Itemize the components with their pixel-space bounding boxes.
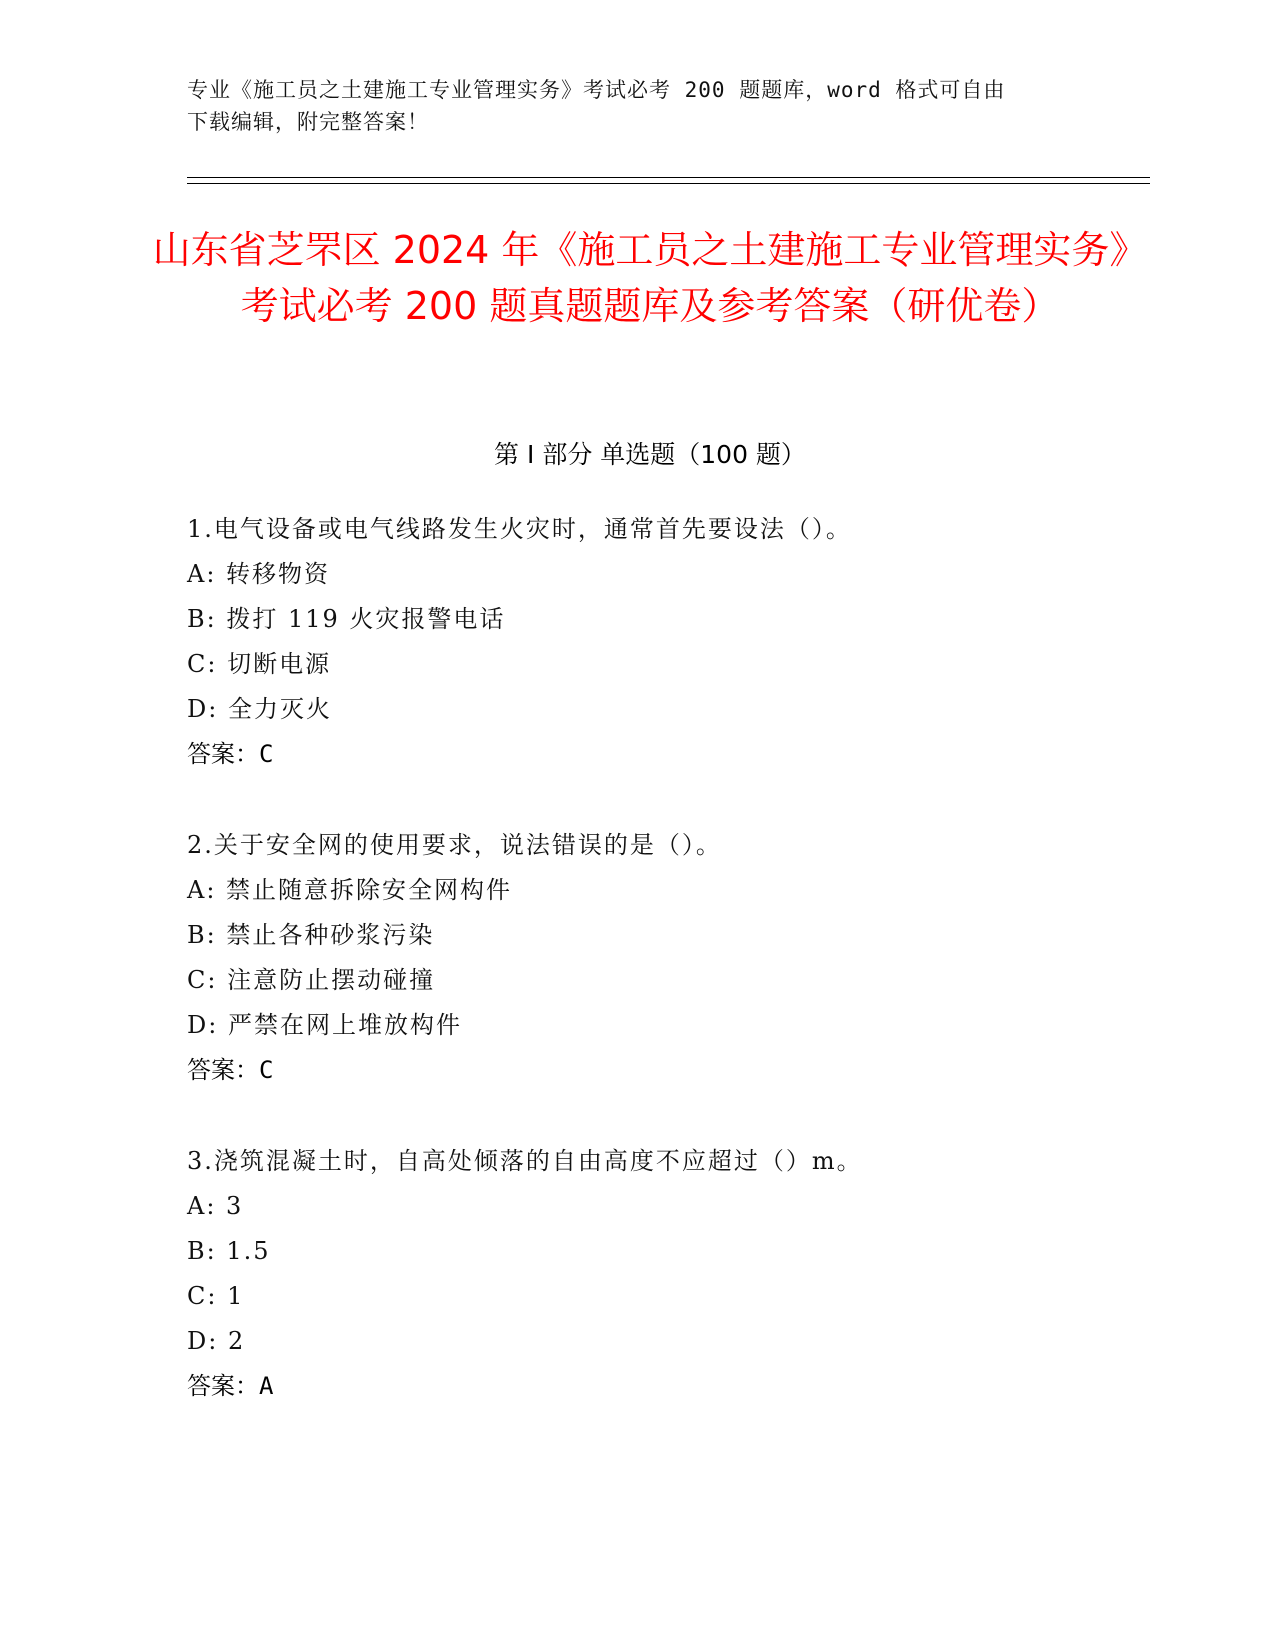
- header-note: [187, 74, 1067, 138]
- option-a: A: 3: [187, 1192, 244, 1220]
- question-stem: 3.浇筑混凝土时，自高处倾落的自由高度不应超过（）m。: [187, 1147, 863, 1175]
- option-b: B: 1.5: [187, 1237, 271, 1265]
- question-stem: 2.关于安全网的使用要求，说法错误的是（）。: [187, 831, 722, 859]
- header-note-line-1: 专业《施工员之土建施工专业管理实务》考试必考 200 题题库，word 格式可自由: [187, 78, 1006, 102]
- header-divider-top: [187, 177, 1150, 178]
- option-a: A: 转移物资: [187, 560, 331, 588]
- header-note-line-2: 下载编辑，附完整答案！: [187, 110, 429, 134]
- answer-label: 答案：: [187, 740, 259, 768]
- question-3: [187, 1139, 1087, 1409]
- answer-label: 答案：: [187, 1056, 259, 1084]
- question-stem: 1.电气设备或电气线路发生火灾时，通常首先要设法（）。: [187, 515, 852, 543]
- section-heading: 第 I 部分 单选题（100 题）: [494, 440, 806, 469]
- option-d: D: 全力灭火: [187, 695, 332, 723]
- header-divider-bottom: [187, 183, 1150, 184]
- option-b: B: 拨打 119 火灾报警电话: [187, 605, 506, 633]
- option-d: D: 2: [187, 1327, 246, 1355]
- option-b: B: 禁止各种砂浆污染: [187, 921, 435, 949]
- option-c: C: 注意防止摆动碰撞: [187, 966, 436, 994]
- answer-label: 答案：: [187, 1372, 259, 1400]
- answer-value: C: [259, 740, 274, 768]
- option-a: A: 禁止随意拆除安全网构件: [187, 876, 513, 904]
- answer-value: A: [259, 1372, 274, 1400]
- answer-line: [187, 732, 1087, 777]
- option-d: D: 严禁在网上堆放构件: [187, 1011, 462, 1039]
- question-2: [187, 823, 1087, 1093]
- option-c: C: 1: [187, 1282, 245, 1310]
- answer-line: [187, 1048, 1087, 1093]
- question-1: [187, 507, 1087, 777]
- answer-line: [187, 1364, 1087, 1409]
- option-c: C: 切断电源: [187, 650, 332, 678]
- document-title: 山东省芝罘区 2024 年《施工员之土建施工专业管理实务》考试必考 200 题真题题库及参考答案（研优卷）: [152, 228, 1148, 328]
- answer-value: C: [259, 1056, 274, 1084]
